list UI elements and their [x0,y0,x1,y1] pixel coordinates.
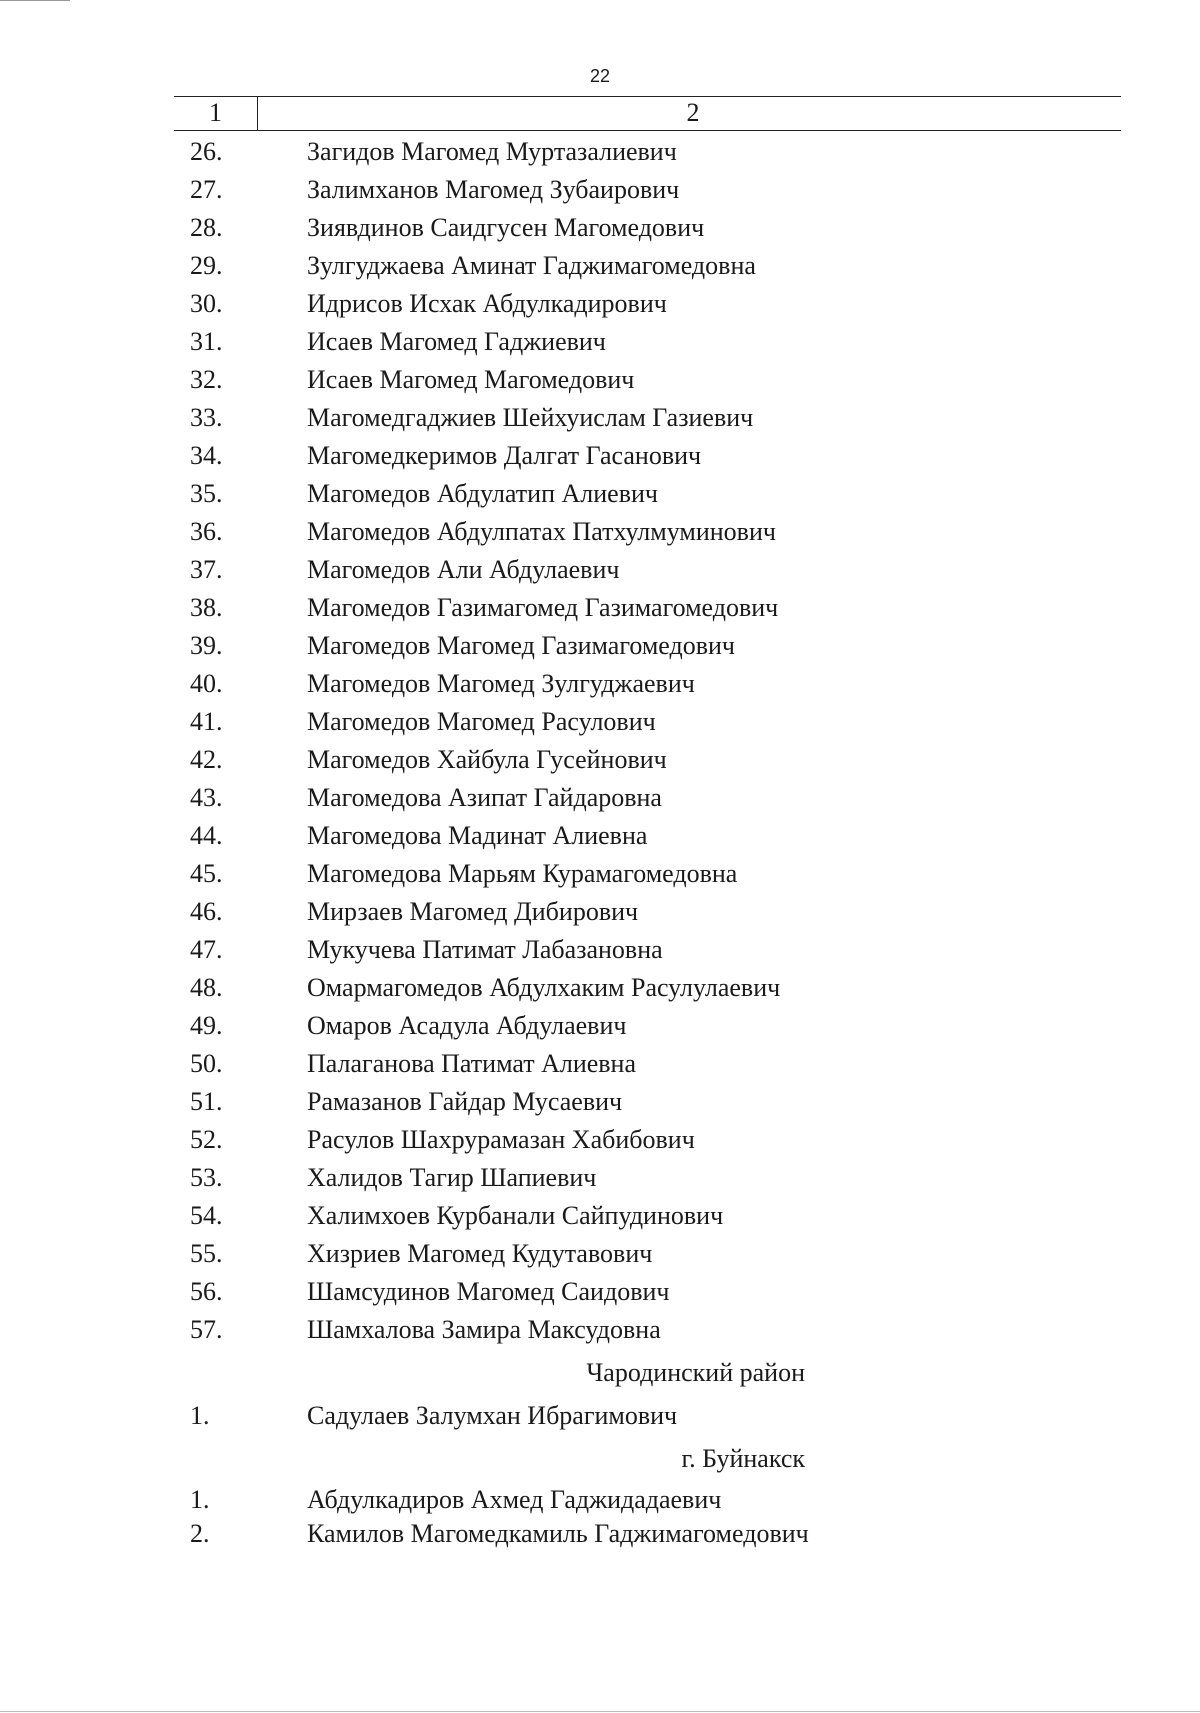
list-item-name: Исаев Магомед Гаджиевич [307,327,606,356]
list-item-number: 53. [190,1163,223,1192]
list-item-name: Магомедов Магомед Зулгуджаевич [307,669,695,698]
list-item-number: 45. [190,859,223,888]
list-item-name: Расулов Шахрурамазан Хабибович [307,1125,695,1154]
list-item [0,551,1200,589]
list-item-number: 30. [190,289,223,318]
page-number: 22 [589,66,611,86]
list-item-number: 34. [190,441,223,470]
list-item-name: Магомедова Марьям Курамагомедовна [307,859,738,888]
list-item [0,779,1200,817]
list-item [0,1197,1200,1235]
list-item-number: 40. [190,669,223,698]
list-item [0,817,1200,855]
list-item [0,513,1200,551]
list-item-number: 54. [190,1201,223,1230]
list-item-name: Халидов Тагир Шапиевич [307,1163,597,1192]
list-item-name: Магомедгаджиев Шейхуислам Газиевич [307,403,754,432]
list-item [0,1121,1200,1159]
list-item-number: 33. [190,403,223,432]
list-item-name: Магомедов Магомед Газимагомедович [307,631,735,660]
list-item-number: 51. [190,1087,223,1116]
list-item-number: 27. [190,175,223,204]
list-item-number: 52. [190,1125,223,1154]
name-list [0,133,1200,1551]
list-item-number: 1. [190,1485,210,1514]
list-item-name: Магомедкеримов Далгат Гасанович [307,441,702,470]
list-item-name: Магомедова Азипат Гайдаровна [307,783,662,812]
list-item-number: 57. [190,1315,223,1344]
list-item-name: Омармагомедов Абдулхаким Расулулаевич [307,973,781,1002]
list-item [0,665,1200,703]
list-item [0,589,1200,627]
list-item-number: 56. [190,1277,223,1306]
list-item [0,1483,1200,1517]
list-item-name: Мирзаев Магомед Дибирович [307,897,639,926]
list-item [0,1045,1200,1083]
list-item-name: Исаев Магомед Магомедович [307,365,635,394]
list-item [0,361,1200,399]
list-item-number: 55. [190,1239,223,1268]
list-item [0,399,1200,437]
list-item-name: Садулаев Залумхан Ибрагимович [307,1401,678,1430]
table-header-col2: 2 [686,98,700,127]
list-item-name: Омаров Асадула Абдулаевич [307,1011,627,1040]
list-item-number: 41. [190,707,223,736]
list-item [0,323,1200,361]
list-item-number: 26. [190,137,223,166]
list-item-name: Магомедова Мадинат Алиевна [307,821,648,850]
section-title-charodinsky-text: Чародинский район [586,1358,805,1387]
list-item-number: 43. [190,783,223,812]
list-item-number: 38. [190,593,223,622]
list-item-number: 42. [190,745,223,774]
list-item-name: Магомедов Абдулпатах Патхулмуминович [307,517,776,546]
list-item [0,1235,1200,1273]
list-item [0,931,1200,969]
list-item-number: 46. [190,897,223,926]
list-item-name: Шамхалова Замира Максудовна [307,1315,661,1344]
list-item [0,893,1200,931]
list-item [0,437,1200,475]
list-item-name: Рамазанов Гайдар Мусаевич [307,1087,623,1116]
list-item [0,1273,1200,1311]
list-item-number: 44. [190,821,223,850]
list-item [0,969,1200,1007]
list-item [0,741,1200,779]
list-item-name: Хизриев Магомед Кудутавович [307,1239,653,1268]
list-item-number: 39. [190,631,223,660]
list-item-name: Зулгуджаева Аминат Гаджимагомедовна [307,251,756,280]
table-header-divider [257,96,258,130]
list-item [0,1083,1200,1121]
list-item-name: Загидов Магомед Муртазалиевич [307,137,677,166]
list-item [0,475,1200,513]
list-item [0,1007,1200,1045]
scan-bottom-edge [0,1711,1200,1712]
list-item-number: 37. [190,555,223,584]
list-item [0,285,1200,323]
list-item-number: 47. [190,935,223,964]
list-item-name: Магомедов Магомед Расулович [307,707,656,736]
list-item-name: Абдулкадиров Ахмед Гаджидадаевич [307,1485,722,1514]
list-item-name: Палаганова Патимат Алиевна [307,1049,637,1078]
list-item-number: 29. [190,251,223,280]
list-item-name: Халимхоев Курбанали Сайпудинович [307,1201,724,1230]
list-item [0,1159,1200,1197]
list-item-number: 36. [190,517,223,546]
list-item [0,703,1200,741]
list-item [0,171,1200,209]
list-item [0,855,1200,893]
list-item-name: Залимханов Магомед Зубаирович [307,175,680,204]
list-item-name: Мукучева Патимат Лабазановна [307,935,663,964]
list-item [0,1397,1200,1435]
list-item [0,247,1200,285]
table-header-bottom-border [174,130,1121,131]
table-header-col1: 1 [209,98,222,127]
list-item-name: Зиявдинов Саидгусен Магомедович [307,213,705,242]
list-item-name: Идрисов Исхак Абдулкадирович [307,289,667,318]
list-item [0,627,1200,665]
section-title-buynaksk [0,1435,1200,1483]
list-item-number: 2. [190,1519,210,1548]
list-item-number: 48. [190,973,223,1002]
buynaksk-entries [0,1483,1200,1551]
list-item [0,133,1200,171]
charodinsky-entries [0,1397,1200,1435]
list-item-name: Магомедов Газимагомед Газимагомедович [307,593,779,622]
list-item-number: 28. [190,213,223,242]
section-title-buynaksk-text: г. Буйнакск [681,1444,805,1473]
list-item-number: 35. [190,479,223,508]
list-item-number: 32. [190,365,223,394]
list-item-number: 50. [190,1049,223,1078]
list-item-name: Шамсудинов Магомед Саидович [307,1277,670,1306]
list-item [0,1517,1200,1551]
scan-edge-line [0,0,70,1]
main-entries [0,133,1200,1349]
list-item [0,209,1200,247]
list-item-name: Магомедов Али Абдулаевич [307,555,620,584]
list-item-name: Магомедов Абдулатип Алиевич [307,479,658,508]
list-item-number: 31. [190,327,223,356]
list-item-number: 1. [190,1401,210,1430]
section-title-charodinsky [0,1349,1200,1397]
list-item-name: Магомедов Хайбула Гусейнович [307,745,667,774]
list-item [0,1311,1200,1349]
list-item-number: 49. [190,1011,223,1040]
list-item-name: Камилов Магомедкамиль Гаджимагомедович [307,1519,809,1548]
